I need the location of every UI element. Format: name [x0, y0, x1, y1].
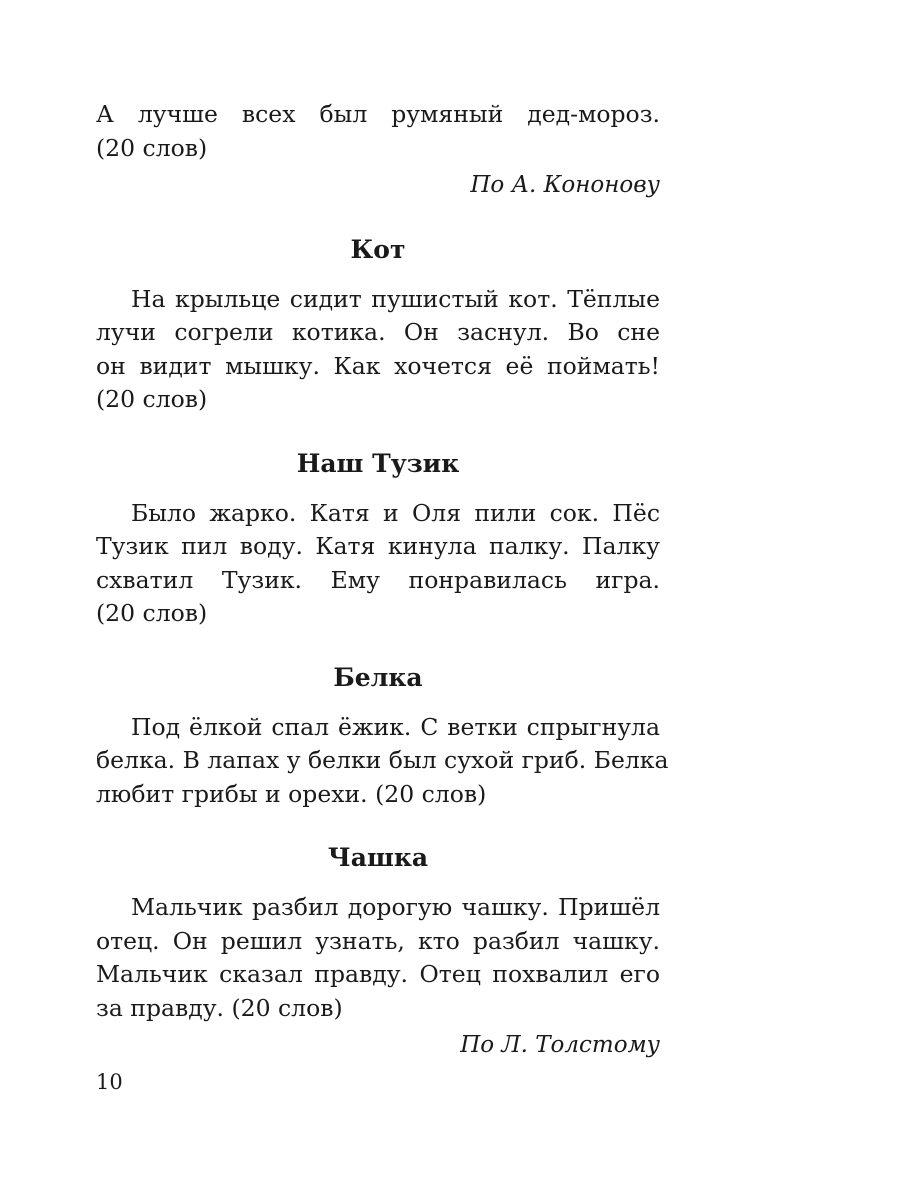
text-line: Мальчик сказал правду. Отец похвалил его [96, 960, 660, 988]
section-paragraph [96, 283, 660, 417]
section-title: Чашка [327, 843, 429, 872]
section-chashka [96, 841, 660, 1063]
text-line: схватил Тузик. Ему понравилась игра. [96, 565, 660, 594]
text-line: лучи согрели котика. Он заснул. Во сне [96, 318, 660, 346]
text-line: Под ёлкой спал ёжик. С ветки спрыгнула [131, 712, 660, 741]
intro-paragraph [96, 98, 660, 165]
text-line: (20 слов) [96, 133, 208, 162]
intro-fragment [96, 98, 660, 203]
text-line: Мальчик разбил дорогую чашку. Пришёл [131, 893, 660, 921]
text-line: белка. В лапах у белки был сухой гриб. Белка [96, 746, 669, 774]
section-paragraph [96, 891, 660, 1025]
section-title: Кот [350, 234, 406, 264]
text-line: (20 слов) [96, 385, 208, 413]
text-line: за правду. (20 слов) [96, 993, 343, 1022]
text-line: Тузик пил воду. Катя кинула палку. Палку [96, 532, 660, 560]
intro-author: По А. Кононову [470, 172, 660, 198]
section-author: По Л. Толстому [460, 1032, 660, 1058]
page-number: 10 [96, 1070, 123, 1094]
text-line: отец. Он решил узнать, кто разбил чашку. [96, 926, 660, 955]
section-kot [96, 233, 660, 417]
section-title: Белка [333, 662, 423, 692]
section-tuzik [96, 447, 660, 631]
text-line: На крыльце сидит пушистый кот. Тёплые [131, 284, 660, 313]
section-paragraph [96, 711, 669, 812]
text-line: (20 слов) [96, 599, 208, 627]
section-belka [96, 661, 669, 812]
text-line: он видит мышку. Как хочется её поймать! [96, 351, 660, 380]
page-content [96, 98, 669, 1063]
text-line: А лучше всех был румяный дед-мороз. [96, 100, 660, 128]
section-paragraph [96, 497, 660, 631]
text-line: Было жарко. Катя и Оля пили сок. Пёс [131, 498, 660, 527]
section-title: Наш Тузик [296, 448, 460, 478]
text-line: любит грибы и орехи. (20 слов) [96, 779, 487, 808]
